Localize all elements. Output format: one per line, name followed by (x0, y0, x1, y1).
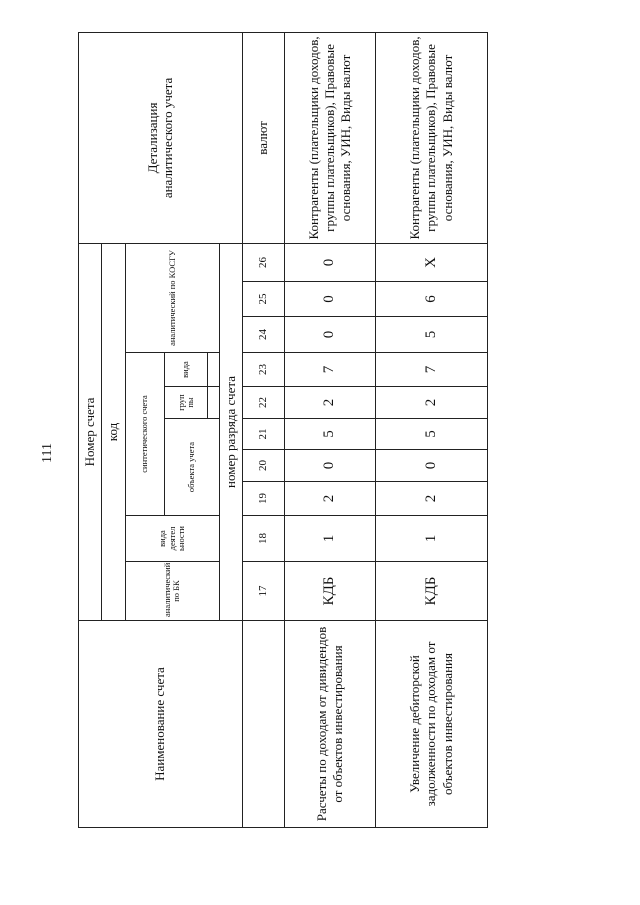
row-2-cell: 7 (376, 353, 488, 387)
page-number (38, 433, 58, 473)
row-1-cell: 0 (284, 282, 376, 317)
row-2-cell: 5 (376, 419, 488, 450)
header-account-name: Наименование счета (79, 621, 243, 828)
header-group: груп пы (164, 387, 208, 419)
row-2-cell: 1 (376, 516, 488, 562)
row-1-cell: 7 (284, 353, 376, 387)
row-2-cell: 2 (376, 482, 488, 516)
row-2-detail: Контрагенты (плательщики доходов, группы плательщиков), Правовые основания, УИН, Виды валют (376, 32, 488, 243)
accounts-table-grid (78, 32, 488, 828)
column-number-name-empty (243, 621, 284, 828)
row-1-cell: КДБ (284, 562, 376, 621)
row-1-cell: 0 (284, 243, 376, 281)
row-2-cell: 0 (376, 450, 488, 482)
header-spacer-group (208, 387, 220, 419)
column-number: 26 (243, 243, 284, 281)
row-1-cell: 1 (284, 516, 376, 562)
header-code: код (102, 243, 125, 620)
row-2-cell: КДБ (376, 562, 488, 621)
row-2-cell: 2 (376, 387, 488, 419)
row-2-cell: 5 (376, 317, 488, 353)
header-analytical-kosgu: аналитический по КОСГУ (125, 243, 219, 352)
header-digit-number: номер разряда счета (219, 243, 242, 620)
column-number: 18 (243, 516, 284, 562)
row-1-cell: 0 (284, 450, 376, 482)
row-1-cell: 2 (284, 387, 376, 419)
column-number: 24 (243, 317, 284, 353)
row-1-cell: 2 (284, 482, 376, 516)
row-2-name: Увеличение дебиторской задолженности по доходам от объектов инвестирования (376, 621, 488, 828)
column-number: 20 (243, 450, 284, 482)
row-2-cell: 6 (376, 282, 488, 317)
row-1-cell: 0 (284, 317, 376, 353)
row-1-cell: 5 (284, 419, 376, 450)
prev-detail-cell: валют (243, 32, 284, 243)
header-kind: вида (164, 353, 208, 387)
header-activity-type: вида деятел ьности (125, 516, 219, 562)
column-number: 25 (243, 282, 284, 317)
row-1-name: Расчеты по доходам от дивидендов от объектов инвестирования (284, 621, 376, 828)
header-synthetic-account: синтетического счета (125, 353, 164, 516)
row-2-cell: Х (376, 243, 488, 281)
header-analytical-bk: аналитичеcкий по БК (125, 562, 219, 621)
page-number-text: 111 (40, 443, 55, 463)
column-number: 19 (243, 482, 284, 516)
column-number: 22 (243, 387, 284, 419)
header-detail: Детализация аналитического учета (79, 32, 243, 243)
accounts-table (78, 33, 488, 828)
column-number: 21 (243, 419, 284, 450)
row-1-detail: Контрагенты (плательщики доходов, группы плательщиков), Правовые основания, УИН, Виды валют (284, 32, 376, 243)
column-number: 23 (243, 353, 284, 387)
column-number: 17 (243, 562, 284, 621)
header-account-number: Номер счета (79, 243, 102, 620)
header-accounting-object: объекта учета (164, 419, 219, 516)
header-spacer-kind (208, 353, 220, 387)
